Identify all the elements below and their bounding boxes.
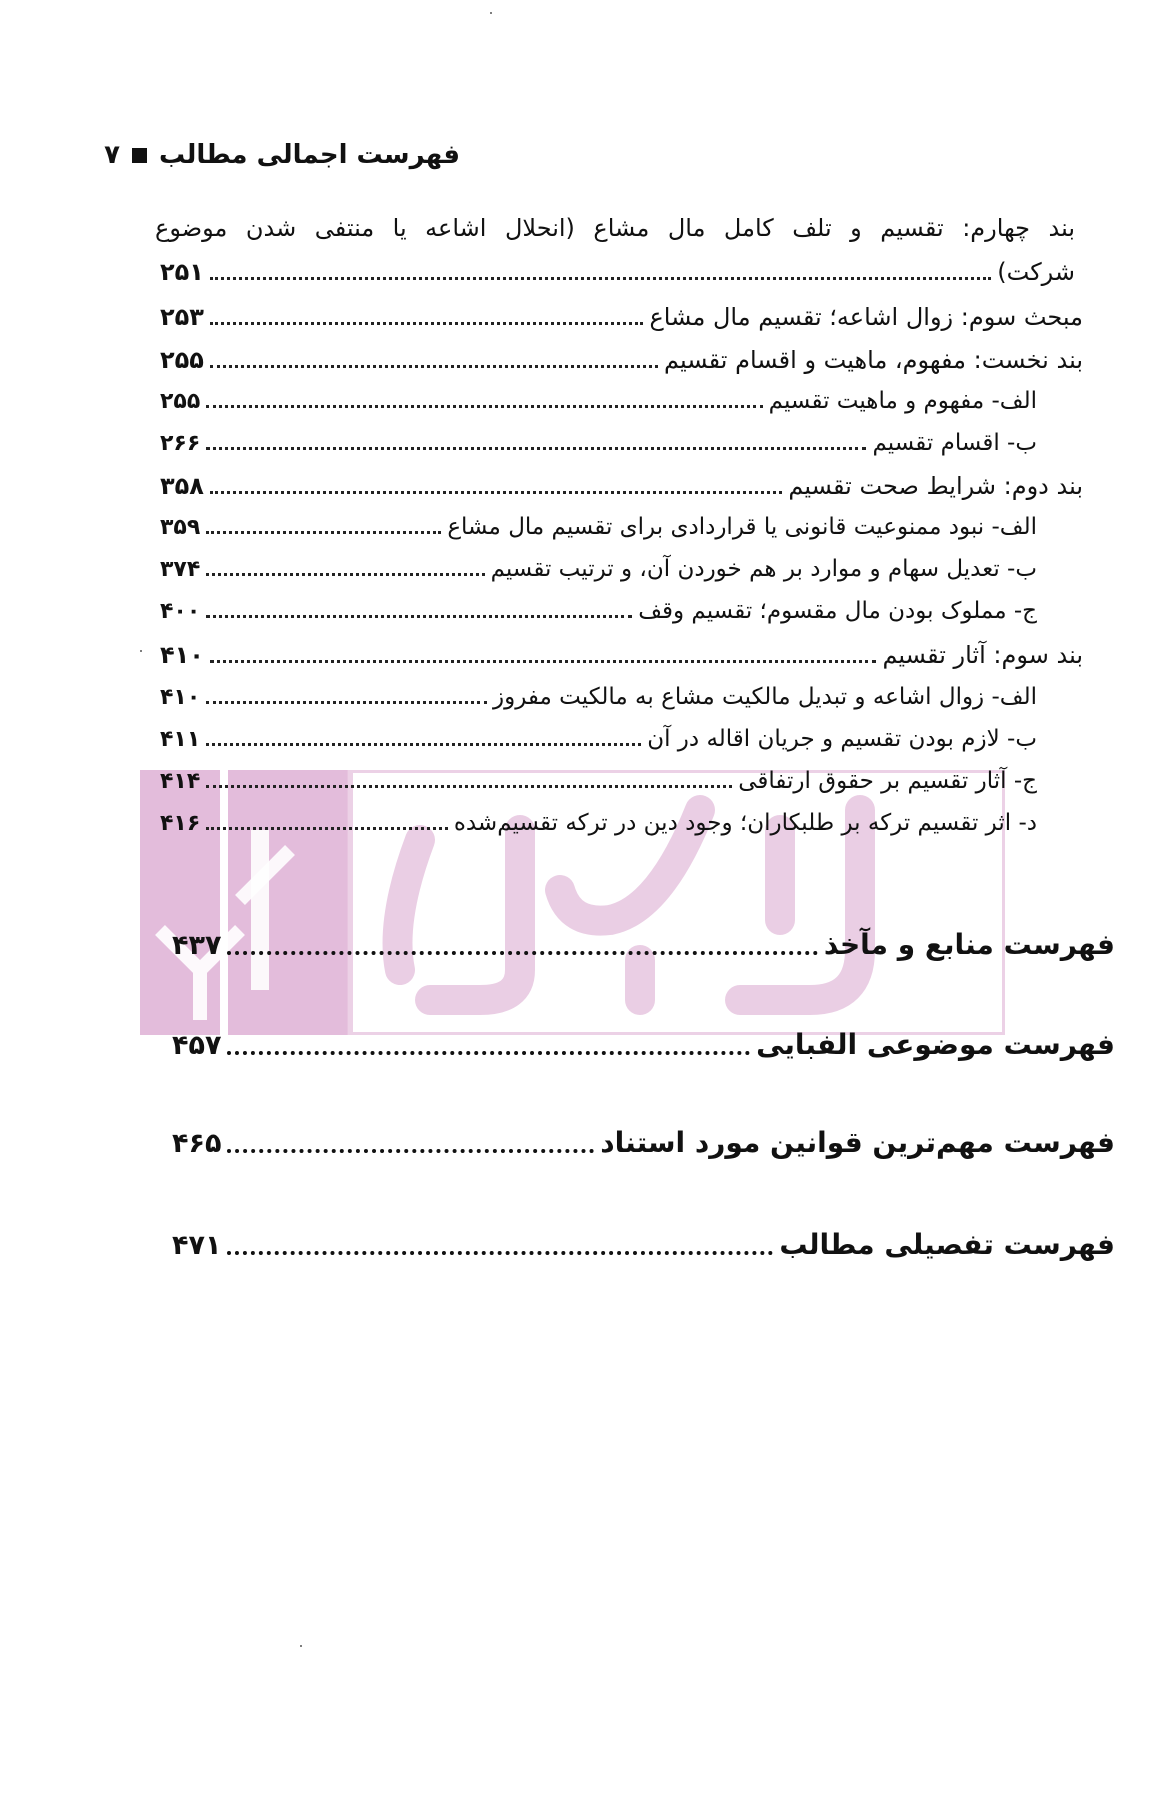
toc-entry-title: الف- نبود ممنوعیت قانونی یا قراردادی برای تقسیم مال مشاع — [447, 514, 1037, 540]
toc-entry-page: ۲۵۵ — [160, 346, 204, 374]
dot-leader — [210, 277, 991, 280]
toc-entry[interactable] — [160, 388, 1037, 414]
toc-entry-page: ۳۷۴ — [160, 557, 201, 582]
dot-leader — [206, 827, 448, 830]
toc-entry-page: ۲۵۵ — [160, 389, 201, 414]
toc-entry[interactable] — [160, 303, 1083, 331]
toc-entry-page: ۴۱۰ — [160, 685, 201, 710]
dot-leader — [227, 1251, 773, 1255]
toc-entry[interactable] — [160, 810, 1037, 836]
dot-leader — [210, 491, 782, 494]
toc-entry[interactable] — [160, 641, 1083, 669]
index-entry-title: فهرست مهم‌ترین قوانین مورد استناد — [600, 1126, 1115, 1159]
toc-entry[interactable] — [160, 556, 1037, 582]
dot-leader — [206, 447, 866, 450]
header-title: فهرست اجمالی مطالب — [159, 140, 460, 170]
dot-leader — [206, 573, 484, 576]
toc-entry[interactable] — [160, 472, 1083, 500]
toc-entry-title: ب- اقسام تقسیم — [872, 430, 1037, 456]
dot-leader — [206, 743, 641, 746]
index-entry[interactable] — [172, 1126, 1115, 1159]
dot-leader — [206, 531, 441, 534]
toc-entry-title-line1: بند چهارم: تقسیم و تلف کامل مال مشاع (انحلال اشاعه یا منتفی شدن موضوع — [155, 214, 1075, 242]
index-entry-page: ۴۵۷ — [172, 1030, 222, 1061]
toc-entry[interactable] — [160, 514, 1037, 540]
toc-entry-page: ۳۵۹ — [160, 515, 201, 540]
toc-entry-page: ۳۵۸ — [160, 472, 204, 500]
index-entry[interactable] — [172, 1228, 1115, 1261]
dot-leader — [227, 1149, 594, 1153]
toc-entry-title: الف- مفهوم و ماهیت تقسیم — [768, 388, 1037, 414]
scan-speck — [140, 650, 142, 652]
toc-entry-title: الف- زوال اشاعه و تبدیل مالکیت مشاع به مالکیت مفروز — [493, 684, 1037, 710]
dot-leader — [210, 660, 876, 663]
dot-leader — [206, 785, 732, 788]
toc-entry-title: ب- تعدیل سهام و موارد بر هم خوردن آن، و ترتیب تقسیم — [490, 556, 1037, 582]
toc-entry[interactable] — [160, 726, 1037, 752]
toc-entry[interactable] — [160, 346, 1083, 374]
toc-entry-page: ۲۶۶ — [160, 431, 201, 456]
index-entry-page: ۴۶۵ — [172, 1128, 222, 1159]
toc-entry[interactable] — [160, 258, 1075, 286]
toc-entry[interactable] — [160, 430, 1037, 456]
dot-leader — [206, 615, 632, 618]
toc-entry-title: بند دوم: شرایط صحت تقسیم — [788, 472, 1083, 500]
index-entry[interactable] — [172, 1028, 1115, 1061]
toc-entry[interactable] — [160, 684, 1037, 710]
toc-entry[interactable] — [160, 768, 1037, 794]
dot-leader — [227, 1051, 750, 1055]
index-entry[interactable] — [172, 928, 1115, 961]
scan-speck — [300, 1645, 302, 1647]
toc-entry-title: بند سوم: آثار تقسیم — [882, 641, 1083, 669]
index-entry-page: ۴۷۱ — [172, 1230, 222, 1261]
toc-entry-page: ۴۱۴ — [160, 769, 201, 794]
toc-entry[interactable] — [160, 598, 1037, 624]
dot-leader — [227, 951, 817, 955]
toc-entry-page: ۴۰۰ — [160, 599, 201, 624]
dot-leader — [210, 365, 658, 368]
dot-leader — [206, 701, 487, 704]
toc-entry-title: ب- لازم بودن تقسیم و جریان اقاله در آن — [647, 726, 1037, 752]
index-entry-title: فهرست منابع و مآخذ — [823, 928, 1115, 961]
header-square-icon — [132, 148, 147, 163]
toc-entry-page: ۴۱۱ — [160, 727, 201, 752]
running-header — [104, 140, 460, 170]
dot-leader — [206, 405, 762, 408]
index-entry-title: فهرست تفصیلی مطالب — [779, 1228, 1115, 1261]
toc-entry-page: ۴۱۶ — [160, 811, 201, 836]
index-entry-page: ۴۳۷ — [172, 930, 222, 961]
dot-leader — [210, 322, 644, 325]
toc-entry-page: ۴۱۰ — [160, 641, 204, 669]
header-page-number: ۷ — [104, 140, 121, 170]
toc-entry-title: مبحث سوم: زوال اشاعه؛ تقسیم مال مشاع — [649, 303, 1083, 331]
toc-entry-page: ۲۵۱ — [160, 258, 204, 286]
toc-entry-title: ج- مملوک بودن مال مقسوم؛ تقسیم وقف — [638, 598, 1037, 624]
toc-entry-page: ۲۵۳ — [160, 303, 204, 331]
toc-entry-title: د- اثر تقسیم ترکه بر طلبکاران؛ وجود دین در ترکه تقسیم‌شده — [453, 810, 1037, 836]
index-entry-title: فهرست موضوعی الفبایی — [756, 1028, 1115, 1061]
toc-entry-title: شرکت) — [997, 258, 1075, 286]
scan-speck — [490, 12, 492, 14]
toc-entry-title: ج- آثار تقسیم بر حقوق ارتفاقی — [738, 768, 1037, 794]
toc-entry-title: بند نخست: مفهوم، ماهیت و اقسام تقسیم — [664, 346, 1083, 374]
